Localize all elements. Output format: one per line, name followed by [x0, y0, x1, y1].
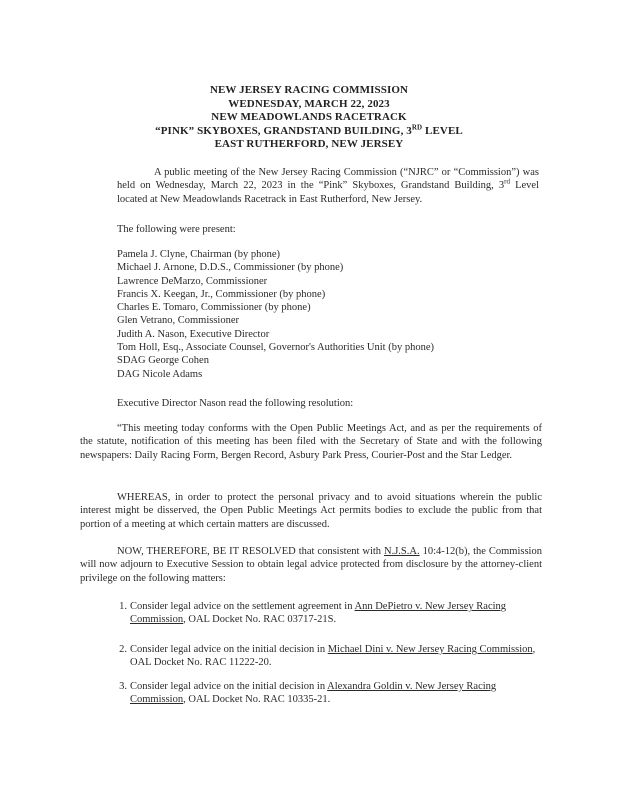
present-label: The following were present: [117, 224, 236, 235]
resolution-paragraph: “This meeting today conforms with the Open Public Meetings Act, and as per the requirements of the statute, notification of this meeting has been filed with the Secretary of State and with the following newspapers: Daily Racing Form, Bergen Record, Asbury Park Press, Courier-Post and the Star Ledger. [80, 423, 542, 461]
list-item: 1. Consider legal advice on the settlement agreement in Ann DePietro v. New Jersey Racing Commission, OAL Docket No. RAC 03717-21S. [119, 601, 507, 626]
resolution-intro: Executive Director Nason read the following resolution: [117, 398, 354, 409]
header-venue: NEW MEADOWLANDS RACETRACK [211, 111, 407, 124]
case-title: Michael Dini v. New Jersey Racing Commission [327, 644, 533, 655]
attendee: Lawrence DeMarzo, Commissioner [117, 275, 268, 287]
header-location: “PINK” SKYBOXES, GRANDSTAND BUILDING, 3RD LEVEL [155, 123, 463, 137]
header-date: WEDNESDAY, MARCH 22, 2023 [228, 97, 390, 110]
attendee: Tom Holl, Esq., Associate Counsel, Governor's Authorities Unit (by phone) [117, 342, 434, 354]
header-city: EAST RUTHERFORD, NEW JERSEY [214, 138, 404, 151]
list-item: 3. Consider legal advice on the initial decision in Alexandra Goldin v. New Jersey Racing Commission, OAL Docket No. RAC 10335-21. [119, 681, 497, 706]
attendee: Francis X. Keegan, Jr., Commissioner (by phone) [117, 288, 326, 300]
header-commission-name: NEW JERSEY RACING COMMISSION [209, 84, 409, 96]
attendee: SDAG George Cohen [117, 355, 209, 367]
attendee: Judith A. Nason, Executive Director [117, 328, 270, 340]
whereas-paragraph: WHEREAS, in order to protect the personal privacy and to avoid situations wherein the public interest might be disserved, the Open Public Meetings Act permits bodies to exclude the public from that portion of a meeting at which certain matters are discussed. [80, 492, 542, 530]
intro-paragraph: A public meeting of the New Jersey Racing Commission (“NJRC” or “Commission”) was held on Wednesday, March 22, 2023 in the “Pink” Skyboxes, Grandstand Building, 3rd Level located at New Meadowlands Racetrack in East Rutherford, New Jersey. [117, 167, 539, 205]
attendee: Pamela J. Clyne, Chairman (by phone) [117, 249, 281, 260]
statute-reference: N.J.S.A. [384, 546, 420, 557]
case-title: Ann DePietro v. New Jersey Racing Commission [130, 601, 507, 626]
attendee: DAG Nicole Adams [117, 368, 203, 380]
therefore-paragraph: NOW, THEREFORE, BE IT RESOLVED that consistent with N.J.S.A. 10:4-12(b), the Commission will now adjourn to Executive Session to obtain legal advice protected from disclosure by the attorney-client privilege on the following matters: [80, 546, 542, 584]
document-header [0, 84, 618, 152]
attendee: Michael J. Arnone, D.D.S., Commissioner (by phone) [117, 262, 344, 274]
attendee: Glen Vetrano, Commissioner [117, 315, 240, 327]
attendee-list [117, 248, 434, 381]
case-title: Alexandra Goldin v. New Jersey Racing Commission [130, 681, 497, 706]
attendee: Charles E. Tomaro, Commissioner (by phone) [117, 302, 311, 314]
list-item: 2. Consider legal advice on the initial decision in Michael Dini v. New Jersey Racing Commission, OAL Docket No. RAC 11222-20. [119, 644, 536, 669]
